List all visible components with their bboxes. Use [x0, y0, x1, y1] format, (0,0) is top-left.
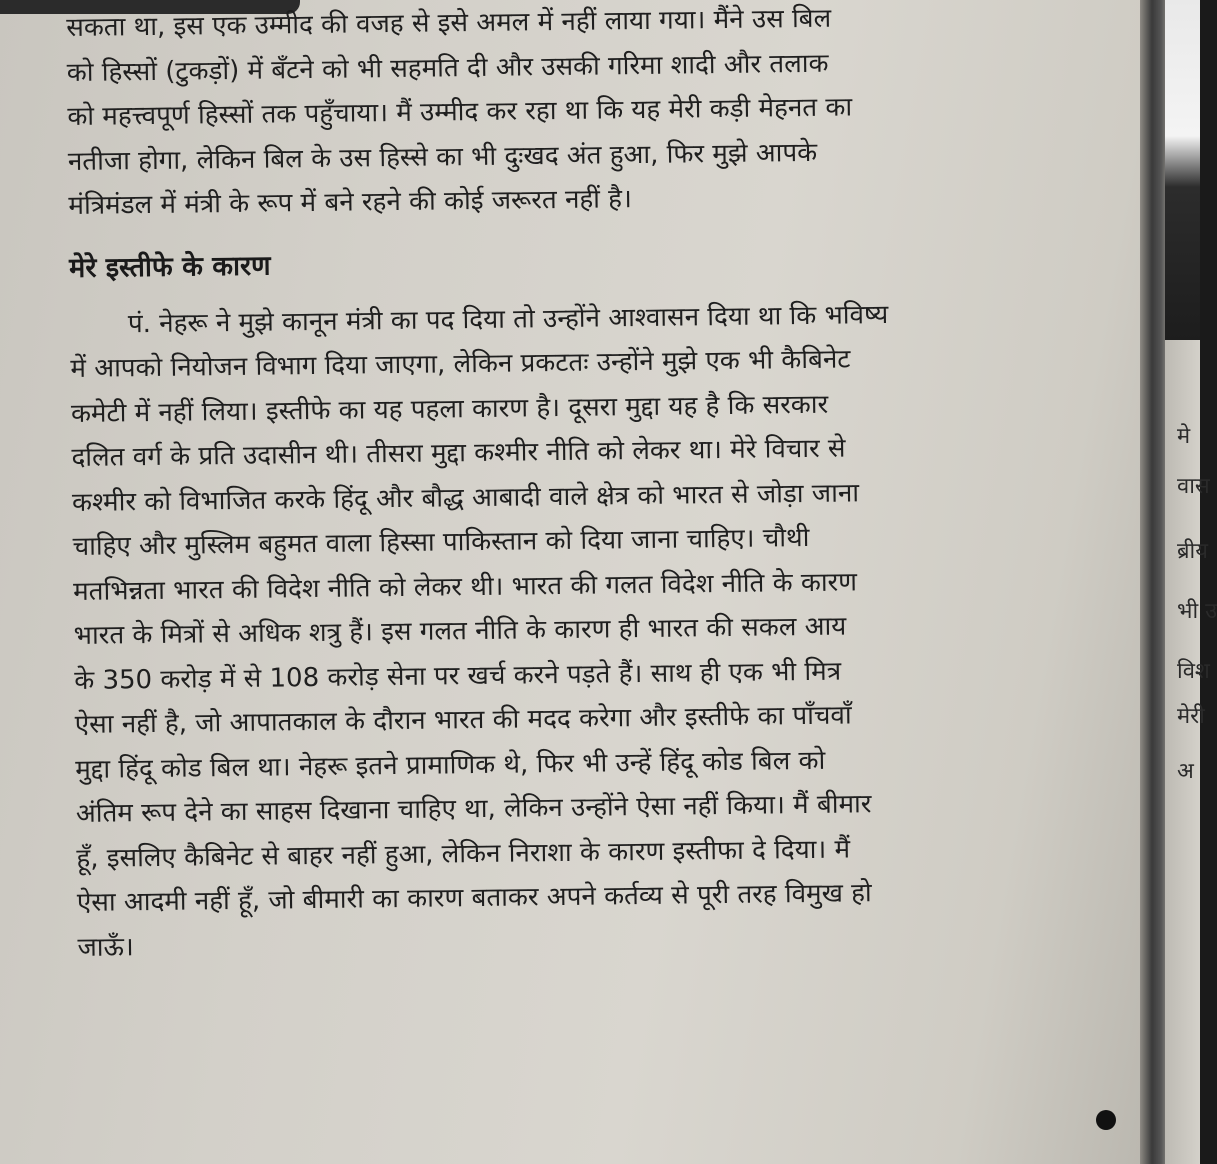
adjacent-text-fragment: अ [1177, 759, 1194, 784]
text-line: भारत के मित्रों से अधिक शत्रु हैं। इस गलत नीति के कारण ही भारत की सकल आय [73, 611, 847, 651]
page-text-block [66, 0, 1138, 970]
section-heading: मेरे इस्तीफे के कारण [69, 250, 271, 284]
text-line: ऐसा नहीं है, जो आपातकाल के दौरान भारत की मदद करेगा और इस्तीफे का पाँचवाँ [74, 700, 852, 740]
adjacent-text-fragment: भी उ [1177, 599, 1217, 624]
adjacent-text-fragment: विश [1177, 659, 1210, 684]
adjacent-page [1165, 0, 1217, 1164]
text-line: कमेटी में नहीं लिया। इस्तीफे का यह पहला कारण है। दूसरा मुद्दा यह है कि सरकार [70, 389, 829, 429]
paragraph-top [66, 0, 1129, 228]
text-line: पं. नेहरू ने मुझे कानून मंत्री का पद दिया तो उन्होंने आश्वासन दिया था कि भविष्य [127, 299, 889, 339]
adjacent-text-fragment: वास [1177, 474, 1210, 499]
text-line: मुद्दा हिंदू कोड बिल था। नेहरू इतने प्रामाणिक थे, फिर भी उन्हें हिंदू कोड बिल को [75, 745, 826, 785]
text-line: में आपको नियोजन विभाग दिया जाएगा, लेकिन प्रकटतः उन्होंने मुझे एक भी कैबिनेट [70, 344, 851, 384]
text-line: मतभिन्नता भारत की विदेश नीति को लेकर थी। भारत की गलत विदेश नीति के कारण [72, 566, 858, 607]
text-line: नतीजा होगा, लेकिन बिल के उस हिस्से का भी दुःखद अंत हुआ, फिर मुझे आपके [67, 137, 818, 177]
text-line: कश्मीर को विभाजित करके हिंदू और बौद्ध आबादी वाले क्षेत्र को भारत से जोड़ा जाना [71, 477, 860, 518]
text-line: दलित वर्ग के प्रति उदासीन थी। तीसरा मुद्दा कश्मीर नीति को लेकर था। मेरे विचार से [71, 433, 846, 473]
adjacent-text-fragment: मे [1177, 424, 1191, 449]
text-line: को महत्त्वपूर्ण हिस्सों तक पहुँचाया। मैं उम्मीद कर रहा था कि यह मेरी कड़ी मेहनत का [67, 92, 853, 132]
adjacent-text-fragment: ब्रीय [1177, 539, 1209, 564]
text-line: हूँ, इसलिए कैबिनेट से बाहर नहीं हुआ, लेकिन निराशा के कारण इस्तीफा दे दिया। मैं [76, 833, 851, 874]
adjacent-page-photo [1165, 0, 1200, 340]
text-line: मंत्रिमंडल में मंत्री के रूप में बने रहने की कोई जरूरत नहीं है। [68, 184, 633, 221]
paragraph-main [70, 290, 1138, 970]
text-line: ऐसा आदमी नहीं हूँ, जो बीमारी का कारण बताकर अपने कर्तव्य से पूरी तरह विमुख हो [76, 878, 872, 918]
adjacent-text-fragment: मेरी [1177, 704, 1205, 729]
text-line: के 350 करोड़ में से 108 करोड़ सेना पर खर्च करने पड़ते हैं। साथ ही एक भी मित्र [74, 656, 842, 696]
text-line: को हिस्सों (टुकड़ों) में बँटने को भी सहमति दी और उसकी गरिमा शादी और तलाक [66, 48, 829, 88]
text-line: चाहिए और मुस्लिम बहुमत वाला हिस्सा पाकिस्तान को दिया जाना चाहिए। चौथी [72, 522, 810, 562]
page-end-bullet [1096, 1110, 1116, 1130]
text-line: अंतिम रूप देने का साहस दिखाना चाहिए था, लेकिन उन्होंने ऐसा नहीं किया। मैं बीमार [75, 789, 872, 829]
text-line: जाऊँ। [77, 931, 134, 963]
text-line: सकता था, इस एक उम्मीद की वजह से इसे अमल में नहीं लाया गया। मैंने उस बिल [66, 3, 832, 43]
